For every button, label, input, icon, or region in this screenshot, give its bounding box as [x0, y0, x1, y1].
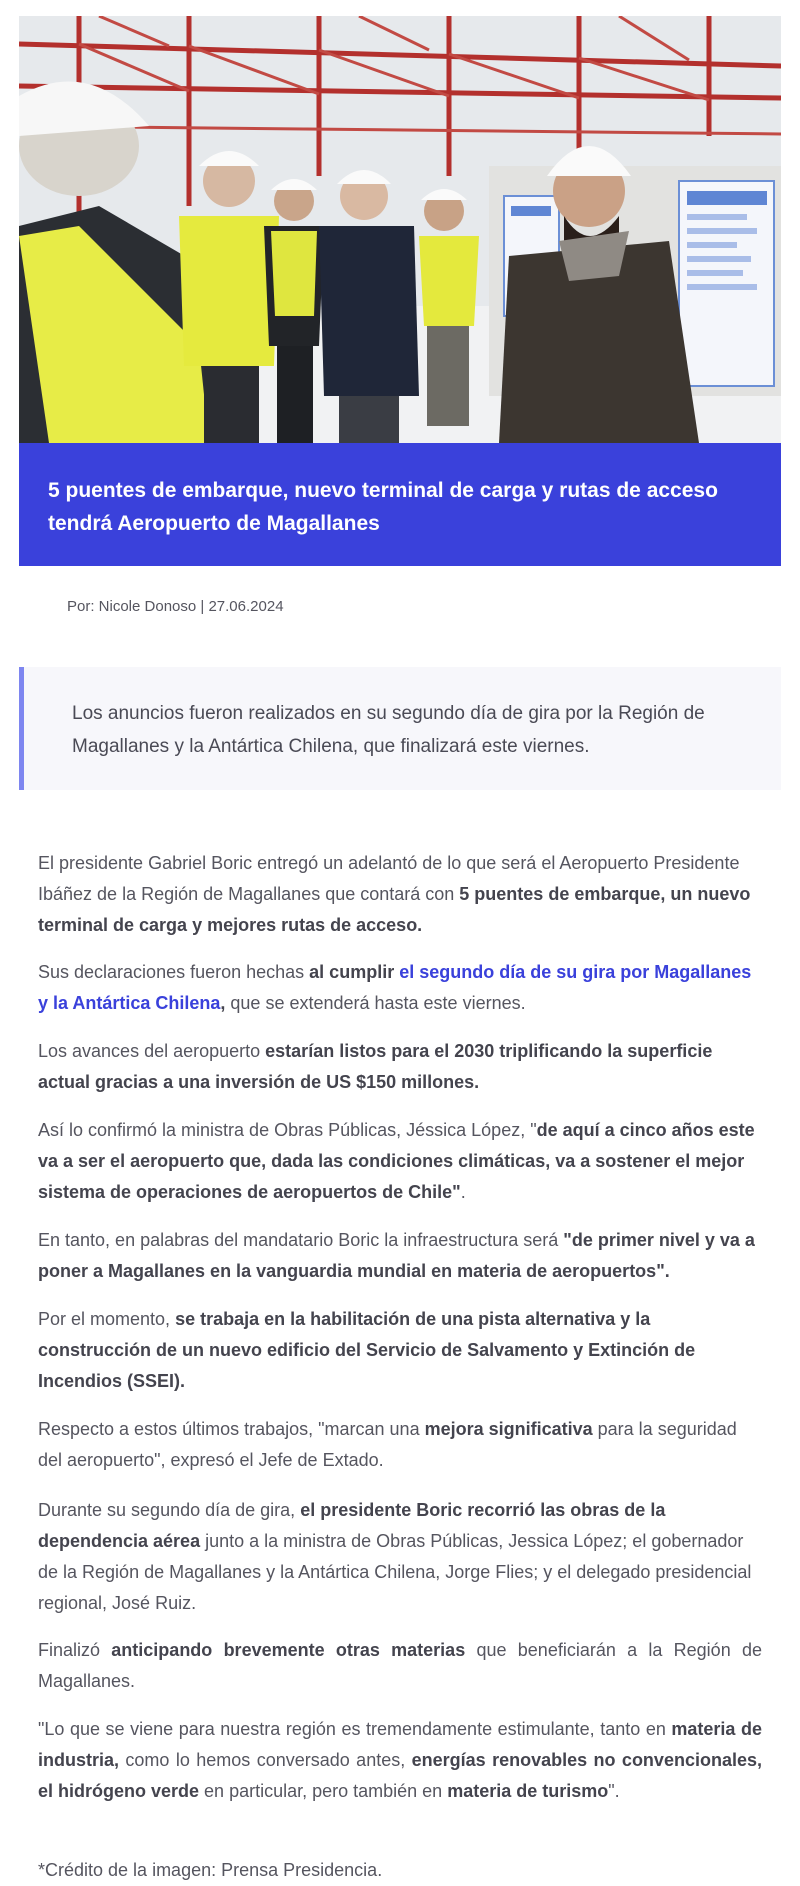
paragraph-10-end: ". [608, 1781, 620, 1801]
paragraph-10-bold-2: energías renovables no convencionales, el hidrógeno verde [38, 1750, 762, 1801]
paragraph-10-text-2: como lo hemos conversado antes, [119, 1750, 412, 1770]
paragraph-10-bold-3: materia de turismo [447, 1781, 609, 1801]
paragraph-3-bold: estarían listos para el 2030 triplificando la superficie actual gracias a una inversión de US $150 millones. [38, 1041, 713, 1092]
paragraph-8-bold: el presidente Boric recorrió las obras de la dependencia aérea [38, 1500, 666, 1551]
paragraph-1-bold: 5 puentes de embarque, un nuevo terminal de carga y mejores rutas de acceso. [38, 884, 751, 935]
paragraph-7-end: para la seguridad del aeropuerto", expresó el Jefe de Extado. [38, 1419, 737, 1470]
paragraph-1-text: El presidente Gabriel Boric entregó un adelantó de lo que será el Aeropuerto Presidente Ibáñez de la Región de Magallanes que contará con [38, 853, 740, 904]
paragraph-2 [38, 957, 762, 1019]
paragraph-2-text: Sus declaraciones fueron hechas [38, 962, 310, 982]
image-credit: *Crédito de la imagen: Prensa Presidencia. [38, 1860, 383, 1880]
paragraph-2-comma: , [220, 993, 226, 1013]
paragraph-4 [38, 1115, 762, 1208]
paragraph-8-text: Durante su segundo día de gira, [38, 1500, 301, 1520]
paragraph-3 [38, 1036, 762, 1098]
paragraph-7-bold: mejora significativa [424, 1419, 593, 1439]
paragraph-5-text: En tanto, en palabras del mandatario Boric la infraestructura será [38, 1230, 564, 1250]
paragraph-9 [38, 1635, 762, 1697]
paragraph-3-text: Los avances del aeropuerto [38, 1041, 266, 1061]
paragraph-8 [38, 1495, 762, 1619]
article-byline: Por: Nicole Donoso | 27.06.2024 [67, 598, 284, 615]
paragraph-6 [38, 1304, 762, 1397]
paragraph-5 [38, 1225, 762, 1287]
paragraph-10-text-3: en particular, pero también en [199, 1781, 448, 1801]
lead-text: Los anuncios fueron realizados en su segundo día de gira por la Región de Magallanes y la Antártica Chilena, que finalizará este viernes. [72, 703, 705, 757]
paragraph-6-text: Por el momento, [38, 1309, 176, 1329]
hero-photo-illustration [19, 16, 781, 443]
paragraph-8-end: junto a la ministra de Obras Públicas, Jessica López; el gobernador de la Región de Magallanes y la Antártica Chilena, Jorge Flies; y el delegado presidencial regional, José Ruiz. [38, 1531, 752, 1613]
paragraph-10 [38, 1714, 762, 1807]
paragraph-1 [38, 848, 762, 941]
paragraph-10-bold-1: materia de industria, [38, 1719, 762, 1770]
article-title-box [19, 443, 781, 566]
gira-link[interactable]: el segundo día de su gira por Magallanes y la Antártica Chilena [38, 962, 752, 1013]
paragraph-2-bold: al cumplir [309, 962, 400, 982]
paragraph-7 [38, 1414, 762, 1476]
article-hero-image [19, 16, 781, 443]
paragraph-4-bold: de aquí a cinco años este va a ser el aeropuerto que, dada las condiciones climáticas, va a sostener el mejor sistema de operaciones de aeropuertos de Chile" [38, 1120, 755, 1202]
article-lead-quote [19, 667, 781, 790]
paragraph-6-bold: se trabaja en la habilitación de una pista alternativa y la construcción de un nuevo edificio del Servicio de Salvamento y Extinción de Incendios (SSEI). [38, 1309, 696, 1391]
paragraph-4-text: Así lo confirmó la ministra de Obras Públicas, Jéssica López, " [38, 1120, 537, 1140]
paragraph-9-bold: anticipando brevemente otras materias [111, 1640, 466, 1660]
paragraph-9-text: Finalizó [38, 1640, 112, 1660]
paragraph-5-bold: "de primer nivel y va a poner a Magallanes en la vanguardia mundial en materia de aeropuertos". [38, 1230, 755, 1281]
paragraph-10-text: "Lo que se viene para nuestra región es tremendamente estimulante, tanto en [38, 1719, 672, 1739]
article-title: 5 puentes de embarque, nuevo terminal de carga y rutas de acceso tendrá Aeropuerto de Magallanes [48, 479, 718, 535]
paragraph-7-text: Respecto a estos últimos trabajos, "marcan una [38, 1419, 425, 1439]
paragraph-2-end: que se extenderá hasta este viernes. [225, 993, 526, 1013]
paragraph-9-end: que beneficiarán a la Región de Magallanes. [38, 1640, 762, 1691]
paragraph-4-end: . [460, 1182, 466, 1202]
